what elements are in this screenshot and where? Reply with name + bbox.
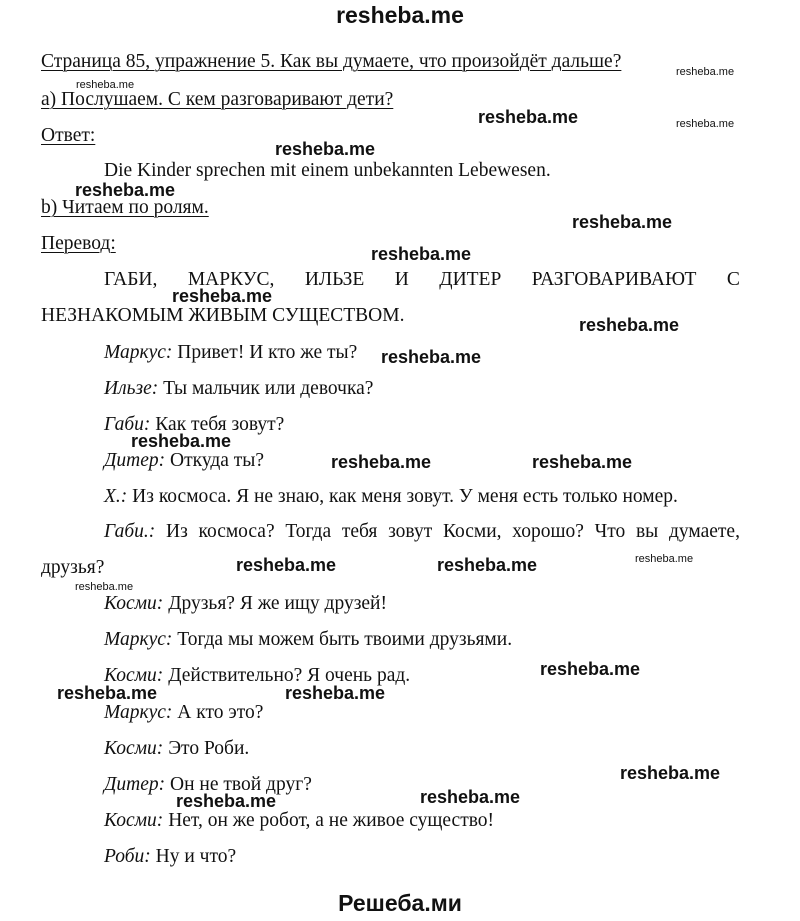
speaker-name: Косми: — [104, 665, 164, 686]
speaker-name: Ильзе: — [104, 378, 159, 399]
watermark: resheba.me — [620, 763, 721, 783]
dialogue-line — [104, 343, 357, 363]
watermark: resheba.me — [676, 118, 735, 130]
watermark: resheba.me — [236, 555, 337, 575]
speaker-name: Роби: — [104, 846, 151, 867]
watermark: resheba.me — [176, 791, 277, 811]
watermark: resheba.me — [478, 107, 579, 127]
title-word: МАРКУС, — [187, 269, 275, 290]
line-word: думаете, — [668, 521, 740, 542]
dialogue-line — [104, 739, 249, 759]
dialogue-line — [104, 847, 236, 867]
dialogue-line — [104, 630, 512, 650]
line-word: Косми, — [442, 521, 502, 542]
watermark: resheba.me — [331, 452, 432, 472]
watermark: resheba.me — [76, 79, 135, 91]
watermark: resheba.me — [75, 581, 134, 593]
line-text: Он не твой друг? — [165, 774, 312, 795]
speaker-name: X.: — [104, 486, 128, 507]
scene-title-line2: НЕЗНАКОМЫМ ЖИВЫМ СУЩЕСТВОМ. — [41, 305, 405, 326]
watermark: resheba.me — [75, 180, 176, 200]
dialogue-line — [104, 594, 387, 614]
answer-text: Die Kinder sprechen mit einem unbekannten Lebewesen. — [104, 160, 551, 181]
watermark: resheba.me — [131, 431, 232, 451]
line-text: Тогда мы можем быть твоими друзьями. — [172, 629, 513, 650]
line-text: Привет! И кто же ты? — [172, 342, 358, 363]
title-word: ГАБИ, — [104, 269, 158, 290]
watermark: resheba.me — [57, 683, 158, 703]
dialogue-line — [104, 522, 740, 542]
translation-label: Перевод: — [41, 233, 116, 254]
line-text: А кто это? — [172, 702, 264, 723]
line-text: Ну и что? — [150, 846, 237, 867]
dialogue-line — [104, 379, 373, 399]
line-word: тебя — [341, 521, 378, 542]
line-text: Друзья? Я же ищу друзей! — [163, 593, 387, 614]
site-header-title: resheba.me — [336, 2, 464, 28]
line-text: Ты мальчик или девочка? — [158, 378, 374, 399]
watermark: resheba.me — [635, 553, 694, 565]
title-word: ДИТЕР — [439, 269, 502, 290]
speaker-name: Дитер: — [104, 774, 166, 795]
speaker-name: Маркус: — [104, 702, 173, 723]
task-a: а) Послушаем. С кем разговаривают дети? — [41, 89, 394, 110]
line-word: хорошо? — [512, 521, 584, 542]
title-word: С — [726, 269, 740, 290]
speaker-name: Косми: — [104, 738, 164, 759]
title-word: И — [394, 269, 409, 290]
watermark: resheba.me — [579, 315, 680, 335]
title-word: ИЛЬЗЕ — [304, 269, 365, 290]
line-word: космоса? — [198, 521, 275, 542]
line-text: Действительно? Я очень рад. — [163, 665, 411, 686]
speaker-name: Маркус: — [104, 629, 173, 650]
dialogue-line — [104, 451, 264, 471]
line-word: Из — [165, 521, 188, 542]
watermark: resheba.me — [285, 683, 386, 703]
dialogue-line — [104, 487, 678, 507]
line-text: Из космоса. Я не знаю, как меня зовут. У меня есть только номер. — [127, 486, 678, 507]
dialogue-line-continuation: друзья? — [41, 557, 105, 578]
watermark: resheba.me — [532, 452, 633, 472]
watermark: resheba.me — [676, 66, 735, 78]
line-text: Как тебя зовут? — [150, 414, 285, 435]
line-text: Это Роби. — [163, 738, 250, 759]
title-word: РАЗГОВАРИВАЮТ — [531, 269, 697, 290]
speaker-name: Косми: — [104, 810, 164, 831]
line-text: Откуда ты? — [165, 450, 265, 471]
watermark: resheba.me — [437, 555, 538, 575]
speaker-name: Косми: — [104, 593, 164, 614]
watermark: resheba.me — [275, 139, 376, 159]
watermark: resheba.me — [172, 286, 273, 306]
line-word: Тогда — [285, 521, 332, 542]
answer-label: Ответ: — [41, 125, 96, 146]
watermark: resheba.me — [540, 659, 641, 679]
exercise-heading: Страница 85, упражнение 5. Как вы думаете, что произойдёт дальше? — [41, 51, 622, 72]
watermark: resheba.me — [420, 787, 521, 807]
speaker-name: Габи.: — [104, 521, 156, 542]
line-word: зовут — [388, 521, 433, 542]
line-word: Что — [594, 521, 626, 542]
watermark: resheba.me — [572, 212, 673, 232]
speaker-name: Дитер: — [104, 450, 166, 471]
task-b: b) Читаем по ролям. — [41, 197, 209, 218]
line-word: вы — [635, 521, 659, 542]
watermark: resheba.me — [371, 244, 472, 264]
speaker-name: Маркус: — [104, 342, 173, 363]
dialogue-line — [104, 703, 263, 723]
speaker-name: Габи: — [104, 414, 151, 435]
dialogue-line — [104, 811, 494, 831]
watermark: resheba.me — [381, 347, 482, 367]
site-footer-title: Решеба.ми — [338, 890, 462, 916]
line-text: Нет, он же робот, а не живое существо! — [163, 810, 495, 831]
